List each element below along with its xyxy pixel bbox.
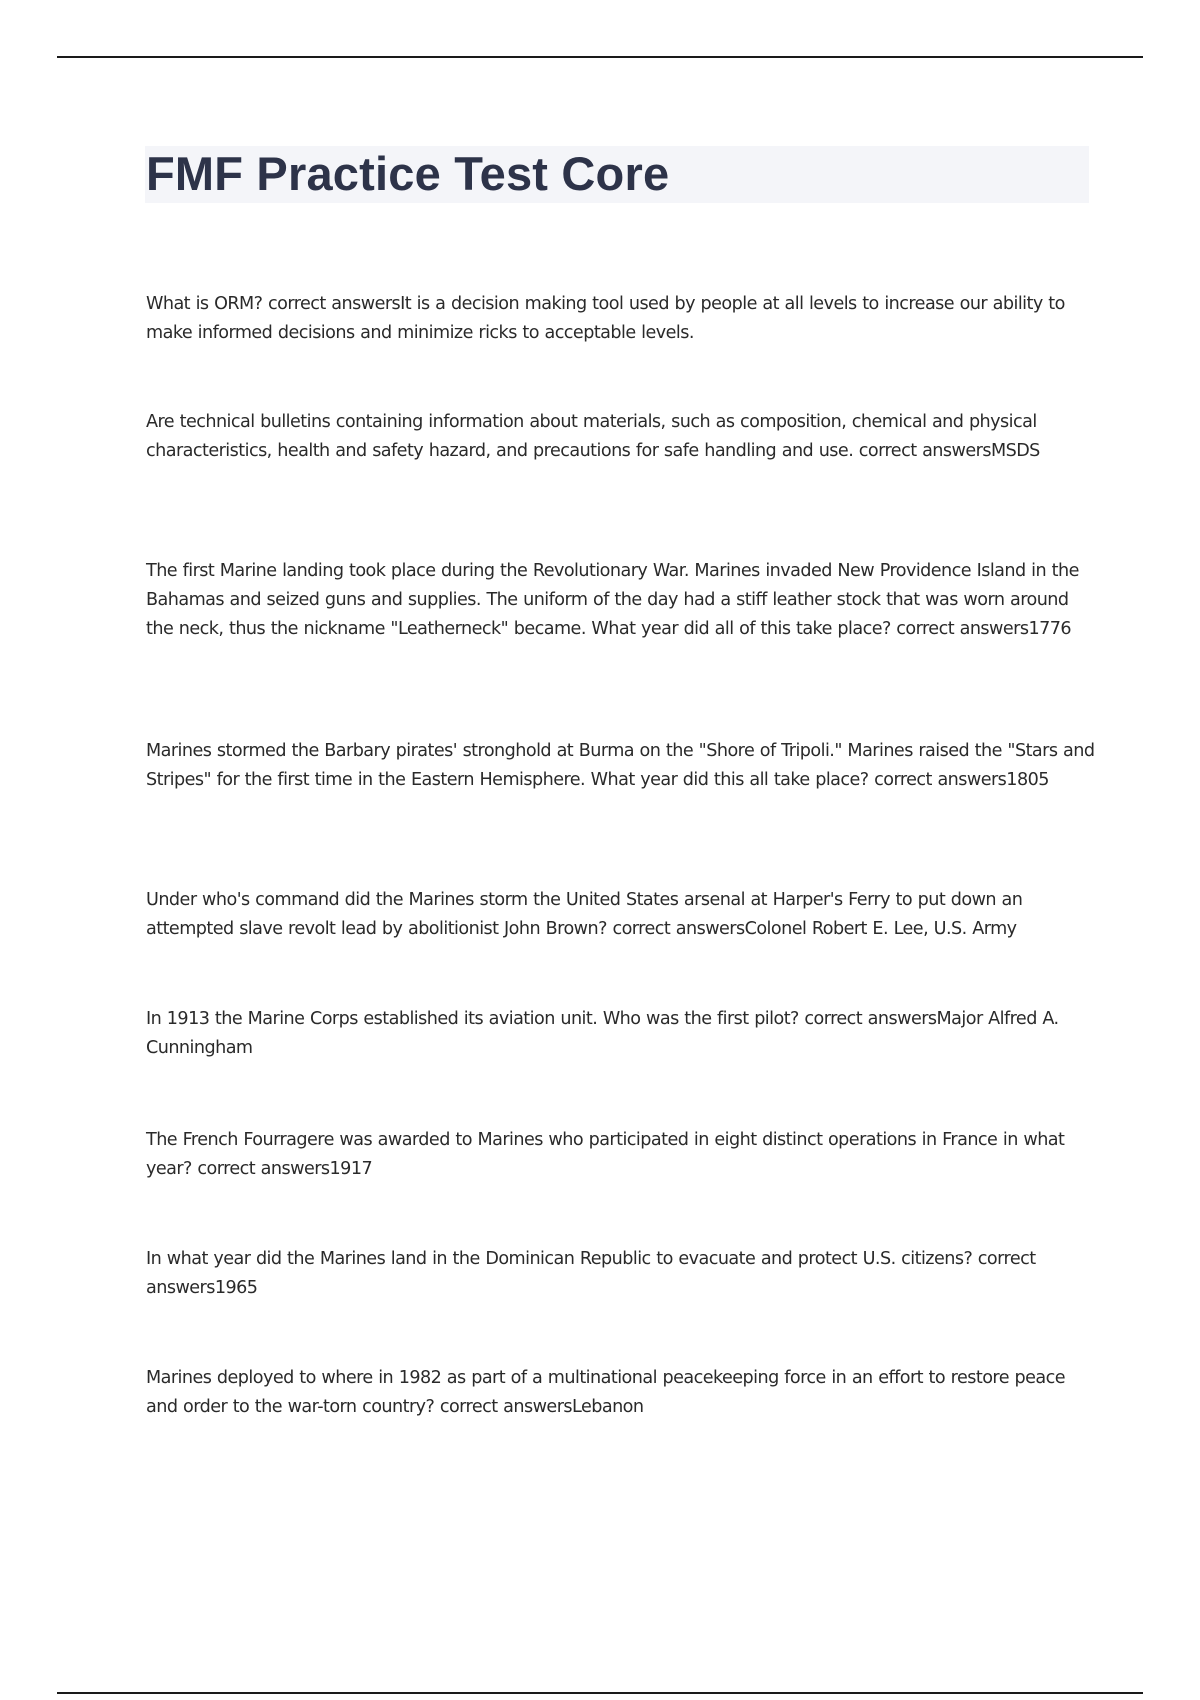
question-item-2: Are technical bulletins containing information about materials, such as composition, chemical and physical characteristics, health and safety hazard, and precautions for safe handling and use. correct answersMSDS	[146, 412, 1040, 461]
bottom-rule	[57, 1692, 1143, 1694]
top-rule	[57, 56, 1143, 58]
question-item-1: What is ORM? correct answersIt is a decision making tool used by people at all levels to increase our ability to make informed decisions and minimize ricks to acceptable levels.	[146, 294, 1065, 343]
question-item-9: Marines deployed to where in 1982 as part of a multinational peacekeeping force in an effort to restore peace and order to the war-torn country? correct answersLebanon	[146, 1368, 1066, 1417]
page-title: FMF Practice Test Core	[146, 147, 670, 200]
question-item-3: The first Marine landing took place during the Revolutionary War. Marines invaded New Providence Island in the Bahamas and seized guns and supplies. The uniform of the day had a stiff leather stock that was worn around the neck, thus the nickname "Leatherneck" became. What year did all of this take place? correct answers1776	[146, 561, 1079, 639]
question-item-4: Marines stormed the Barbary pirates' stronghold at Burma on the "Shore of Tripoli." Marines raised the "Stars and Stripes" for the first time in the Eastern Hemisphere. What year did this all take place? correct answers1805	[146, 741, 1095, 790]
question-item-6: In 1913 the Marine Corps established its aviation unit. Who was the first pilot? correct answersMajor Alfred A. Cunningham	[146, 1009, 1059, 1058]
question-item-7: The French Fourragere was awarded to Marines who participated in eight distinct operations in France in what year? correct answers1917	[146, 1130, 1065, 1179]
question-item-5: Under who's command did the Marines storm the United States arsenal at Harper's Ferry to put down an attempted slave revolt lead by abolitionist John Brown? correct answersColonel Robert E. Lee, U.S. Army	[146, 890, 1023, 939]
question-item-8: In what year did the Marines land in the Dominican Republic to evacuate and protect U.S. citizens? correct answers1965	[146, 1249, 1036, 1298]
